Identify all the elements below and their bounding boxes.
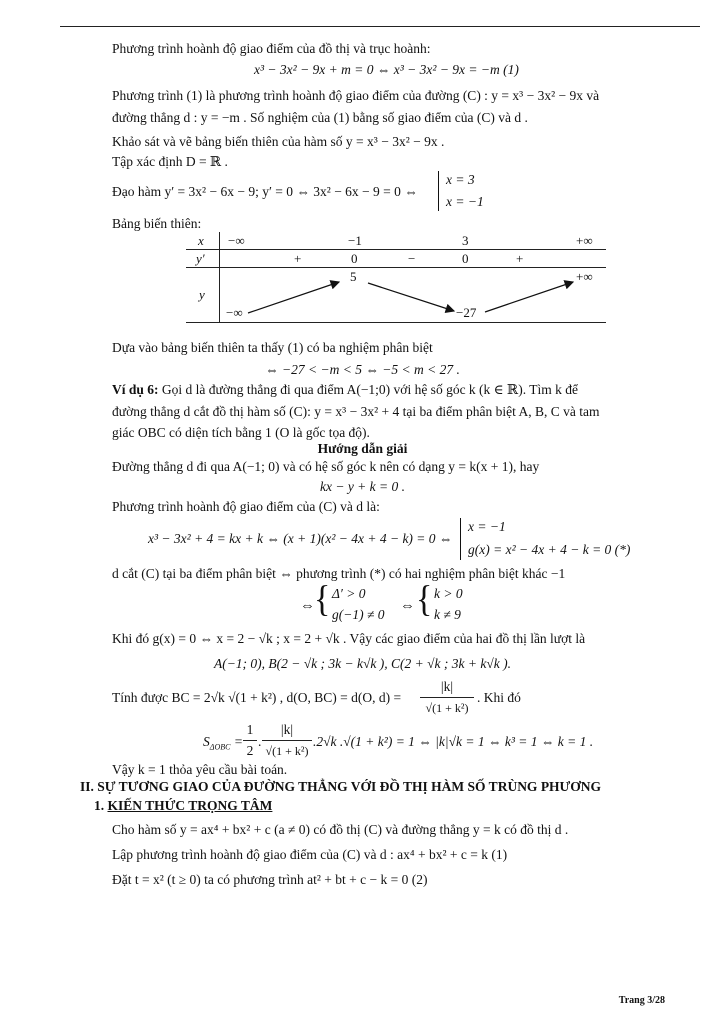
text-line: Phương trình hoành độ giao điểm của (C) và d là: [112,499,380,514]
text-line: Cho hàm số y = ax⁴ + bx² + c (a ≠ 0) có đồ thị (C) và đường thẳng y = k có đồ thị d . [112,822,569,837]
equivalence-sign: ⇔ [400,598,415,614]
equation: x³ − 3x² − 9x + m = 0 ⇔ x³ − 3x² − 9x = −m (1) [254,62,519,77]
system-line: k > 0 [434,586,463,601]
table-cell: 3 [462,233,469,248]
system-line: g(x) = x² − 4x + 4 − k = 0 (*) [468,542,631,557]
system-line: k ≠ 9 [434,607,461,622]
increasing-arrow [485,282,573,312]
fraction-denominator: √(1 + k²) [425,701,469,715]
equation: kx − y + k = 0 . [319,479,406,494]
text-line: Tập xác định D = ℝ . [112,154,228,169]
system-line: x = 3 [446,172,475,187]
text-line: Lập phương trình hoành độ giao điểm của (C) và d : ax⁴ + bx² + c = k (1) [112,847,508,862]
text-line: đường thẳng d cắt đồ thị hàm số (C): y = x³ − 3x² + 4 tại ba điểm phân biệt A, B, C và tam [112,404,600,419]
system-line: Δ′ > 0 [332,586,366,601]
system-line: g(−1) ≠ 0 [332,607,385,622]
section-subheading: Hướng dẫn giải [317,441,408,456]
example-line [112,381,578,399]
fraction-denominator: 2 [246,743,254,758]
table-cell: −∞ [228,233,245,248]
text-line: d cắt (C) tại ba điểm phân biệt ⇔ phương trình (*) có hai nghiệm phân biệt khác −1 [112,566,566,581]
solution-bracket [460,518,461,560]
table-header-yprime: y′ [196,251,205,266]
table-cell: − [408,251,416,266]
table-cell: 0 [462,251,469,266]
table-cell: −1 [348,233,362,248]
equation: A(−1; 0), B(2 − √k ; 3k − k√k ), C(2 + √k ; 3k + k√k ). [213,656,512,671]
text-line: . Khi đó [477,690,521,705]
table-cell: −27 [456,305,477,320]
equivalence-sign: ⇔ [300,598,315,614]
text-line: đường thẳng d : y = −m . Số nghiệm của (1) bằng số giao điểm của (C) và d . [112,110,528,125]
text-line: Khi đó g(x) = 0 ⇔ x = 2 − √k ; x = 2 + √k . Vậy các giao điểm của hai đồ thị lần lượt là [112,631,586,646]
fraction-numerator: 1 [246,722,254,737]
equation: .2√k .√(1 + k²) = 1 ⇔ |k|√k = 1 ⇔ k³ = 1 ⇔ k = 1 . [313,734,594,749]
section-heading: II. SỰ TƯƠNG GIAO CỦA ĐƯỜNG THẲNG VỚI ĐỒ THỊ HÀM SỐ TRÙNG PHƯƠNG [80,779,602,794]
brace-icon: { [314,579,331,620]
area-symbol: $S_{\Delta OBC}$ = [203,734,243,752]
equation: ⇔ −27 < −m < 5 ⇔ −5 < m < 27 . [265,362,460,377]
text-line: Đường thẳng d đi qua A(−1; 0) và có hệ số góc k nên có dạng y = k(x + 1), hay [112,459,540,474]
brace-icon: { [416,579,433,620]
text-line-justified: Phương trình (1) là phương trình hoành độ giao điểm của đường (C) : y = x³ − 3x² − 9x và [112,88,600,103]
system-line: x = −1 [468,519,506,534]
table-cell: + [294,251,302,266]
text-line: Đặt t = x² (t ≥ 0) ta có phương trình at² + bt + c − k = 0 (2) [112,872,428,887]
text-line: giác OBC có diện tích bằng 1 (O là gốc tọa độ). [112,425,370,440]
fraction-bar [420,697,474,698]
text-line: Phương trình hoành độ giao điểm của đồ thị và trục hoành: [112,41,431,56]
fraction-bar [243,740,257,741]
increasing-arrow [248,282,339,313]
text-line: Dựa vào bảng biến thiên ta thấy (1) có ba nghiệm phân biệt [112,340,433,355]
system-line: x = −1 [446,194,484,209]
table-cell: + [516,251,524,266]
subsection-heading: 1. KIẾN THỨC TRỌNG TÂM [94,798,273,813]
text-line: Đạo hàm y′ = 3x² − 6x − 9; y′ = 0 ⇔ 3x² − 6x − 9 = 0 ⇔ [112,184,418,199]
fraction-numerator: |k| [280,722,294,737]
fraction-numerator: |k| [440,679,454,694]
text-line: Vậy k = 1 thỏa yêu cầu bài toán. [112,762,288,777]
fraction-denominator: √(1 + k²) [265,744,309,758]
example-label: Ví dụ 6: [112,382,159,397]
text-line: Khảo sát và vẽ bảng biến thiên của hàm số y = x³ − 3x² − 9x . [112,134,445,149]
table-cell: −∞ [226,305,243,320]
equation: x³ − 3x² + 4 = kx + k ⇔ (x + 1)(x² − 4x + 4 − k) = 0 ⇔ [148,531,453,546]
text-line: Bảng biến thiên: [112,216,202,231]
text-line: Tính được BC = 2√k √(1 + k²) , d(O, BC) = d(O, d) = [112,690,402,705]
table-cell: +∞ [576,269,593,284]
table-cell: 5 [350,269,357,284]
table-header-x: x [198,233,204,248]
fraction-bar [262,740,312,741]
table-cell: 0 [351,251,358,266]
page-number: Trang 3/28 [618,995,665,1006]
table-cell: +∞ [576,233,593,248]
decreasing-arrow [368,283,454,311]
example-text: Gọi d là đường thẳng đi qua điểm A(−1;0) với hệ số góc k (k ∈ ℝ). Tìm k để [158,382,579,397]
table-header-y: y [199,287,205,302]
